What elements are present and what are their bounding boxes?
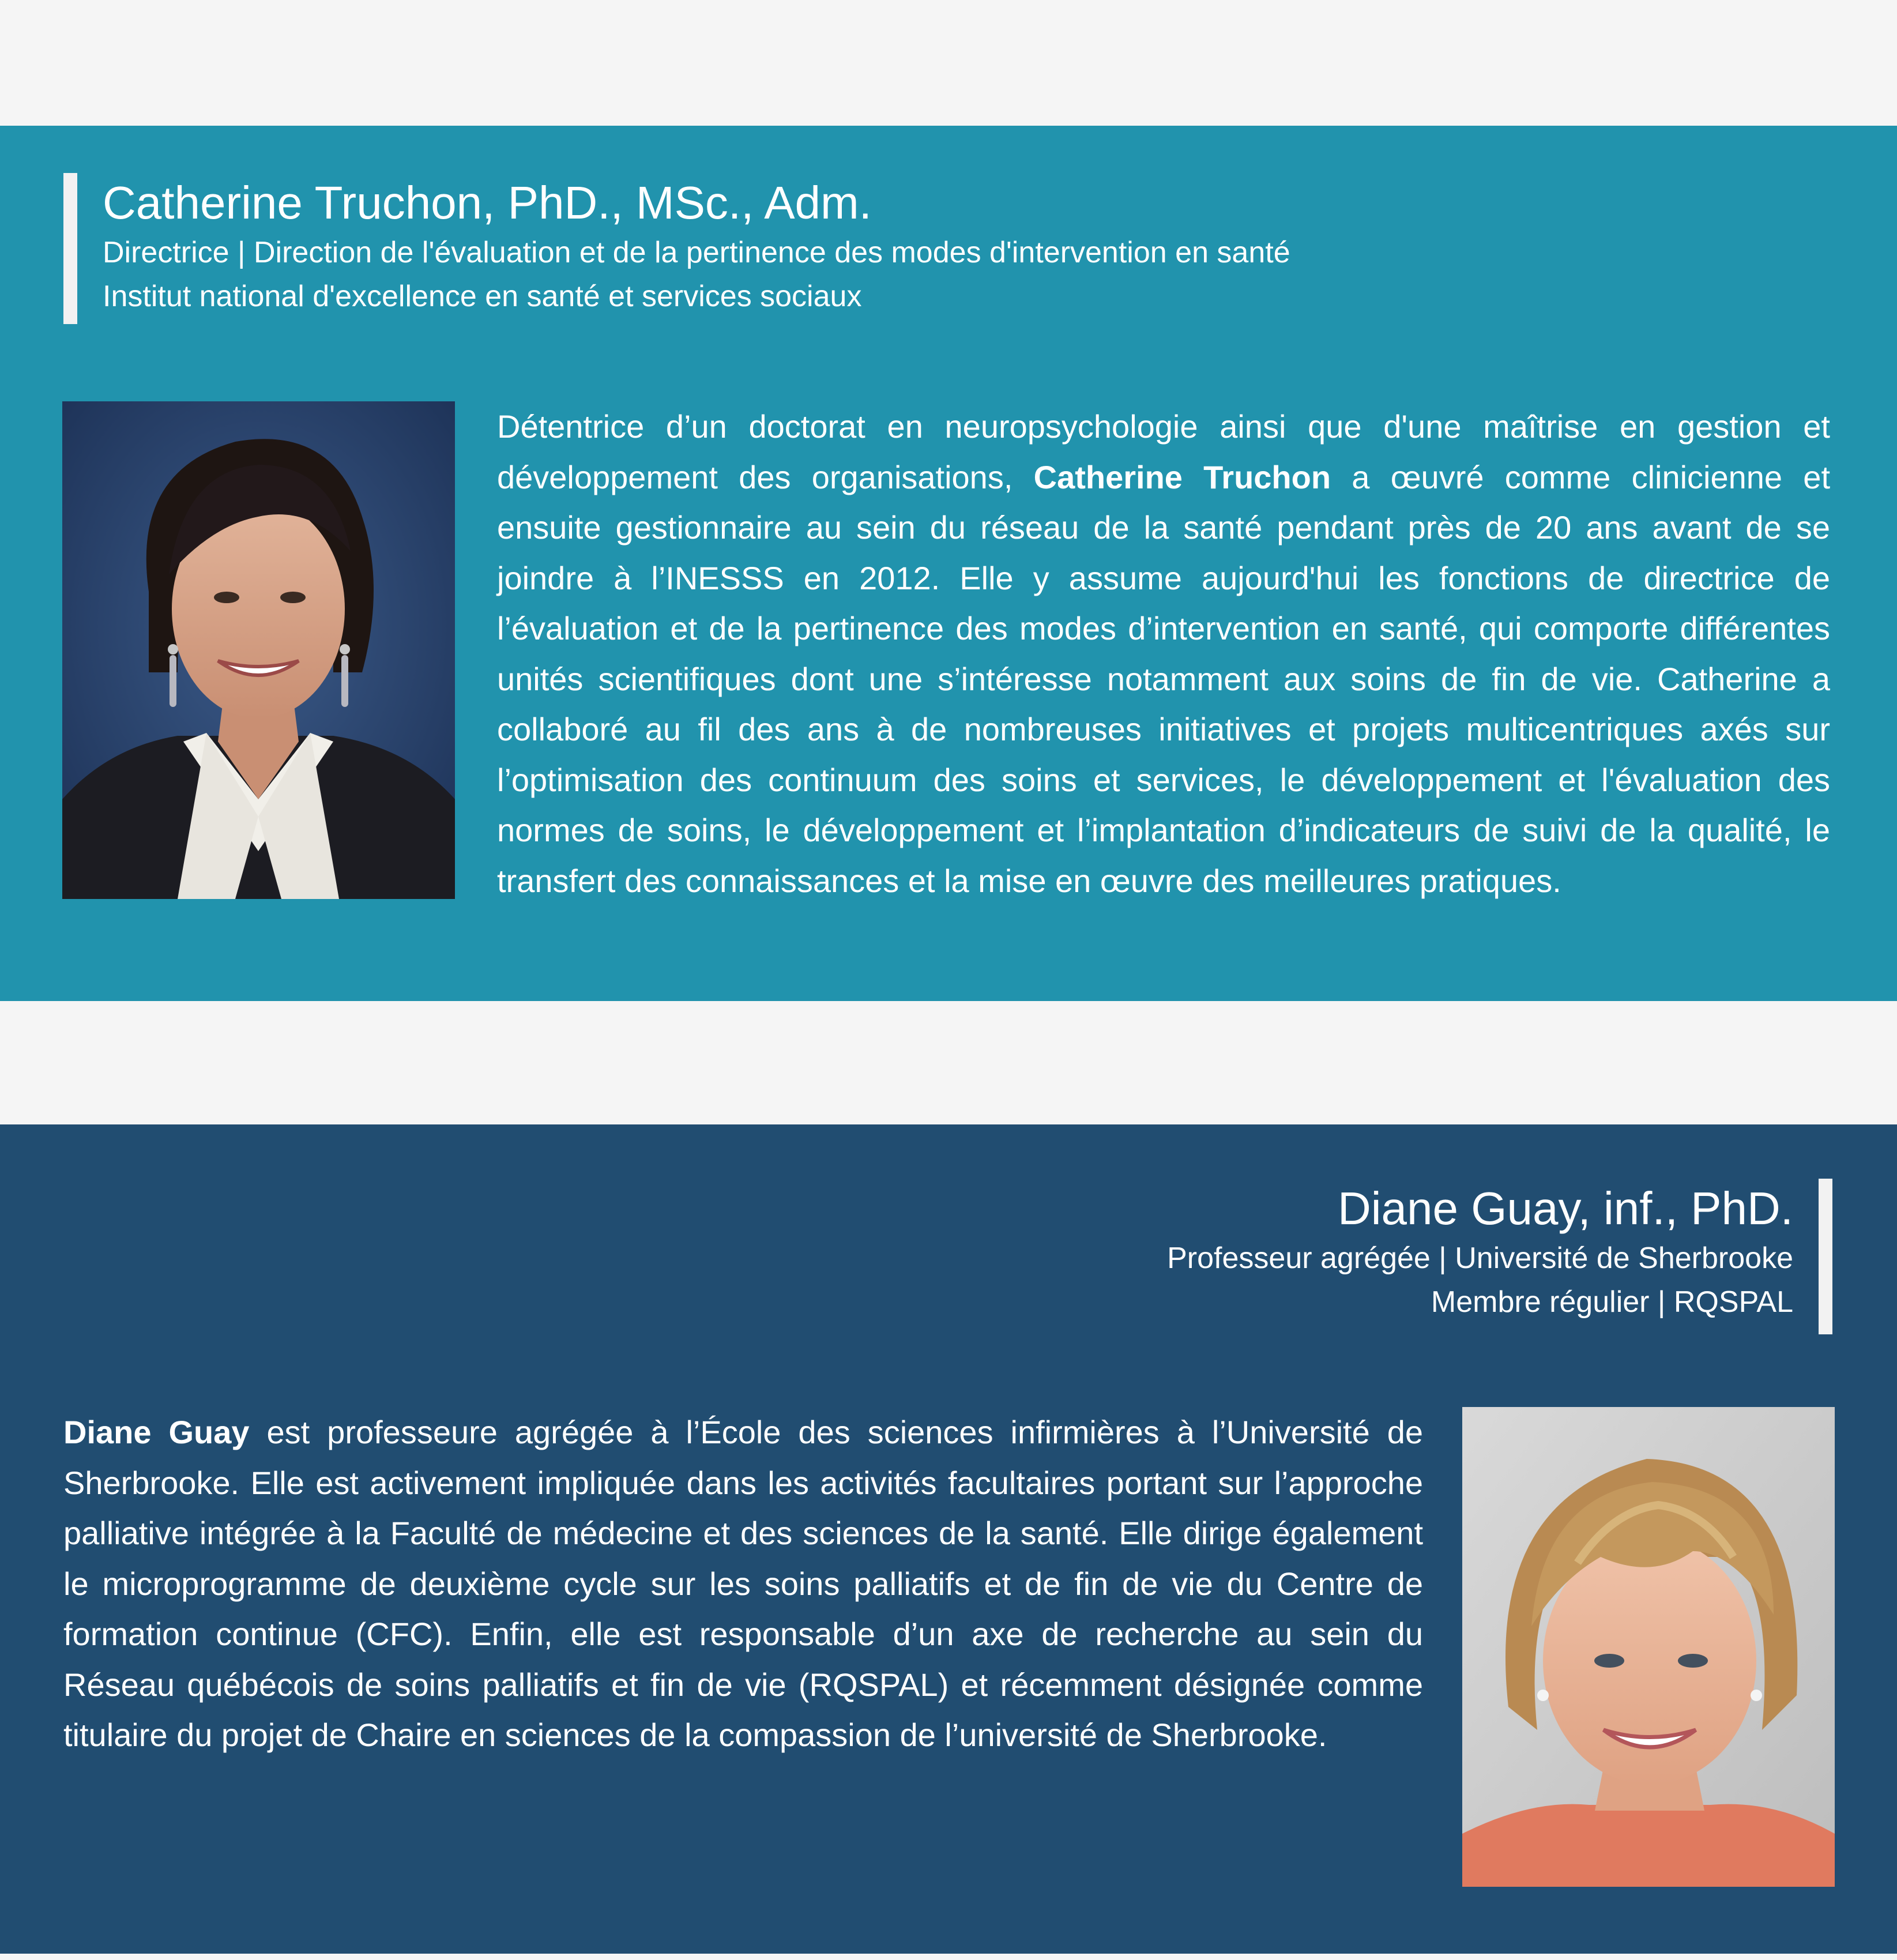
profile-title-line2: Institut national d'excellence en santé et services sociaux [103, 280, 862, 313]
profile-name: Catherine Truchon, PhD., MSc., Adm. [103, 177, 872, 228]
profile-bio [497, 401, 1830, 906]
portrait-photo [62, 401, 455, 899]
profile-title-line1: Directrice | Direction de l'évaluation et de la pertinence des modes d'intervention en santé [103, 236, 1290, 269]
bio-name-bold: Catherine Truchon [1033, 458, 1331, 495]
profile-name: Diane Guay, inf., PhD. [1338, 1183, 1793, 1234]
heading-accent-bar [1819, 1179, 1832, 1334]
portrait-photo [1462, 1407, 1835, 1887]
profile-heading [103, 175, 1290, 318]
profile-title-line1: Professeur agrégée | Université de Sherbrooke [1167, 1242, 1793, 1275]
profile-title-line2: Membre régulier | RQSPAL [1431, 1285, 1793, 1319]
profile-heading [1167, 1181, 1793, 1324]
bio-intro: Détentrice d’un doctorat en neuropsychologie ainsi que d'une maîtrise en gestion et développement des organisations, [497, 408, 1830, 495]
bio-name-bold: Diane Guay [63, 1414, 250, 1450]
profile-card-catherine-truchon [0, 126, 1897, 1001]
bio-body: est professeure agrégée à l’École des sciences infirmières à l’Université de Sherbrooke. Elle est activement impliquée dans les activités facultaires portant sur l’approche palliative intégrée à la Faculté de médecine et des sciences de la santé. Elle dirige également le microprogramme de deuxième cycle sur les soins palliatifs et de fin de vie du Centre de formation continue (CFC). Enfin, elle est responsable d’un axe de recherche au sein du Réseau québécois de soins palliatifs et fin de vie (RQSPAL) et récemment désignée comme titulaire du projet de Chaire en sciences de la compassion de l’université de Sherbrooke. [63, 1414, 1424, 1753]
profile-card-diane-guay [0, 1124, 1897, 1954]
profile-bio [63, 1407, 1423, 1760]
heading-accent-bar [63, 173, 77, 324]
bio-body: a œuvré comme clinicienne et ensuite gestionnaire au sein du réseau de la santé pendant près de 20 ans avant de se joindre à l’INESSS en 2012. Elle y assume aujourd'hui les fonctions de directrice de l’évaluation et de la pertinence des modes d’intervention en santé, qui comporte différentes unités scientifiques dont une s’intéresse notamment aux soins de fin de vie. Catherine a collaboré au fil des ans à de nombreuses initiatives et projets multicentriques axés sur l’optimisation des continuum des soins et services, le développement et l'évaluation des normes de soins, le développement et l’implantation d’indicateurs de suivi de la qualité, le transfert des connaissances et la mise en œuvre des meilleures pratiques. [497, 458, 1830, 899]
